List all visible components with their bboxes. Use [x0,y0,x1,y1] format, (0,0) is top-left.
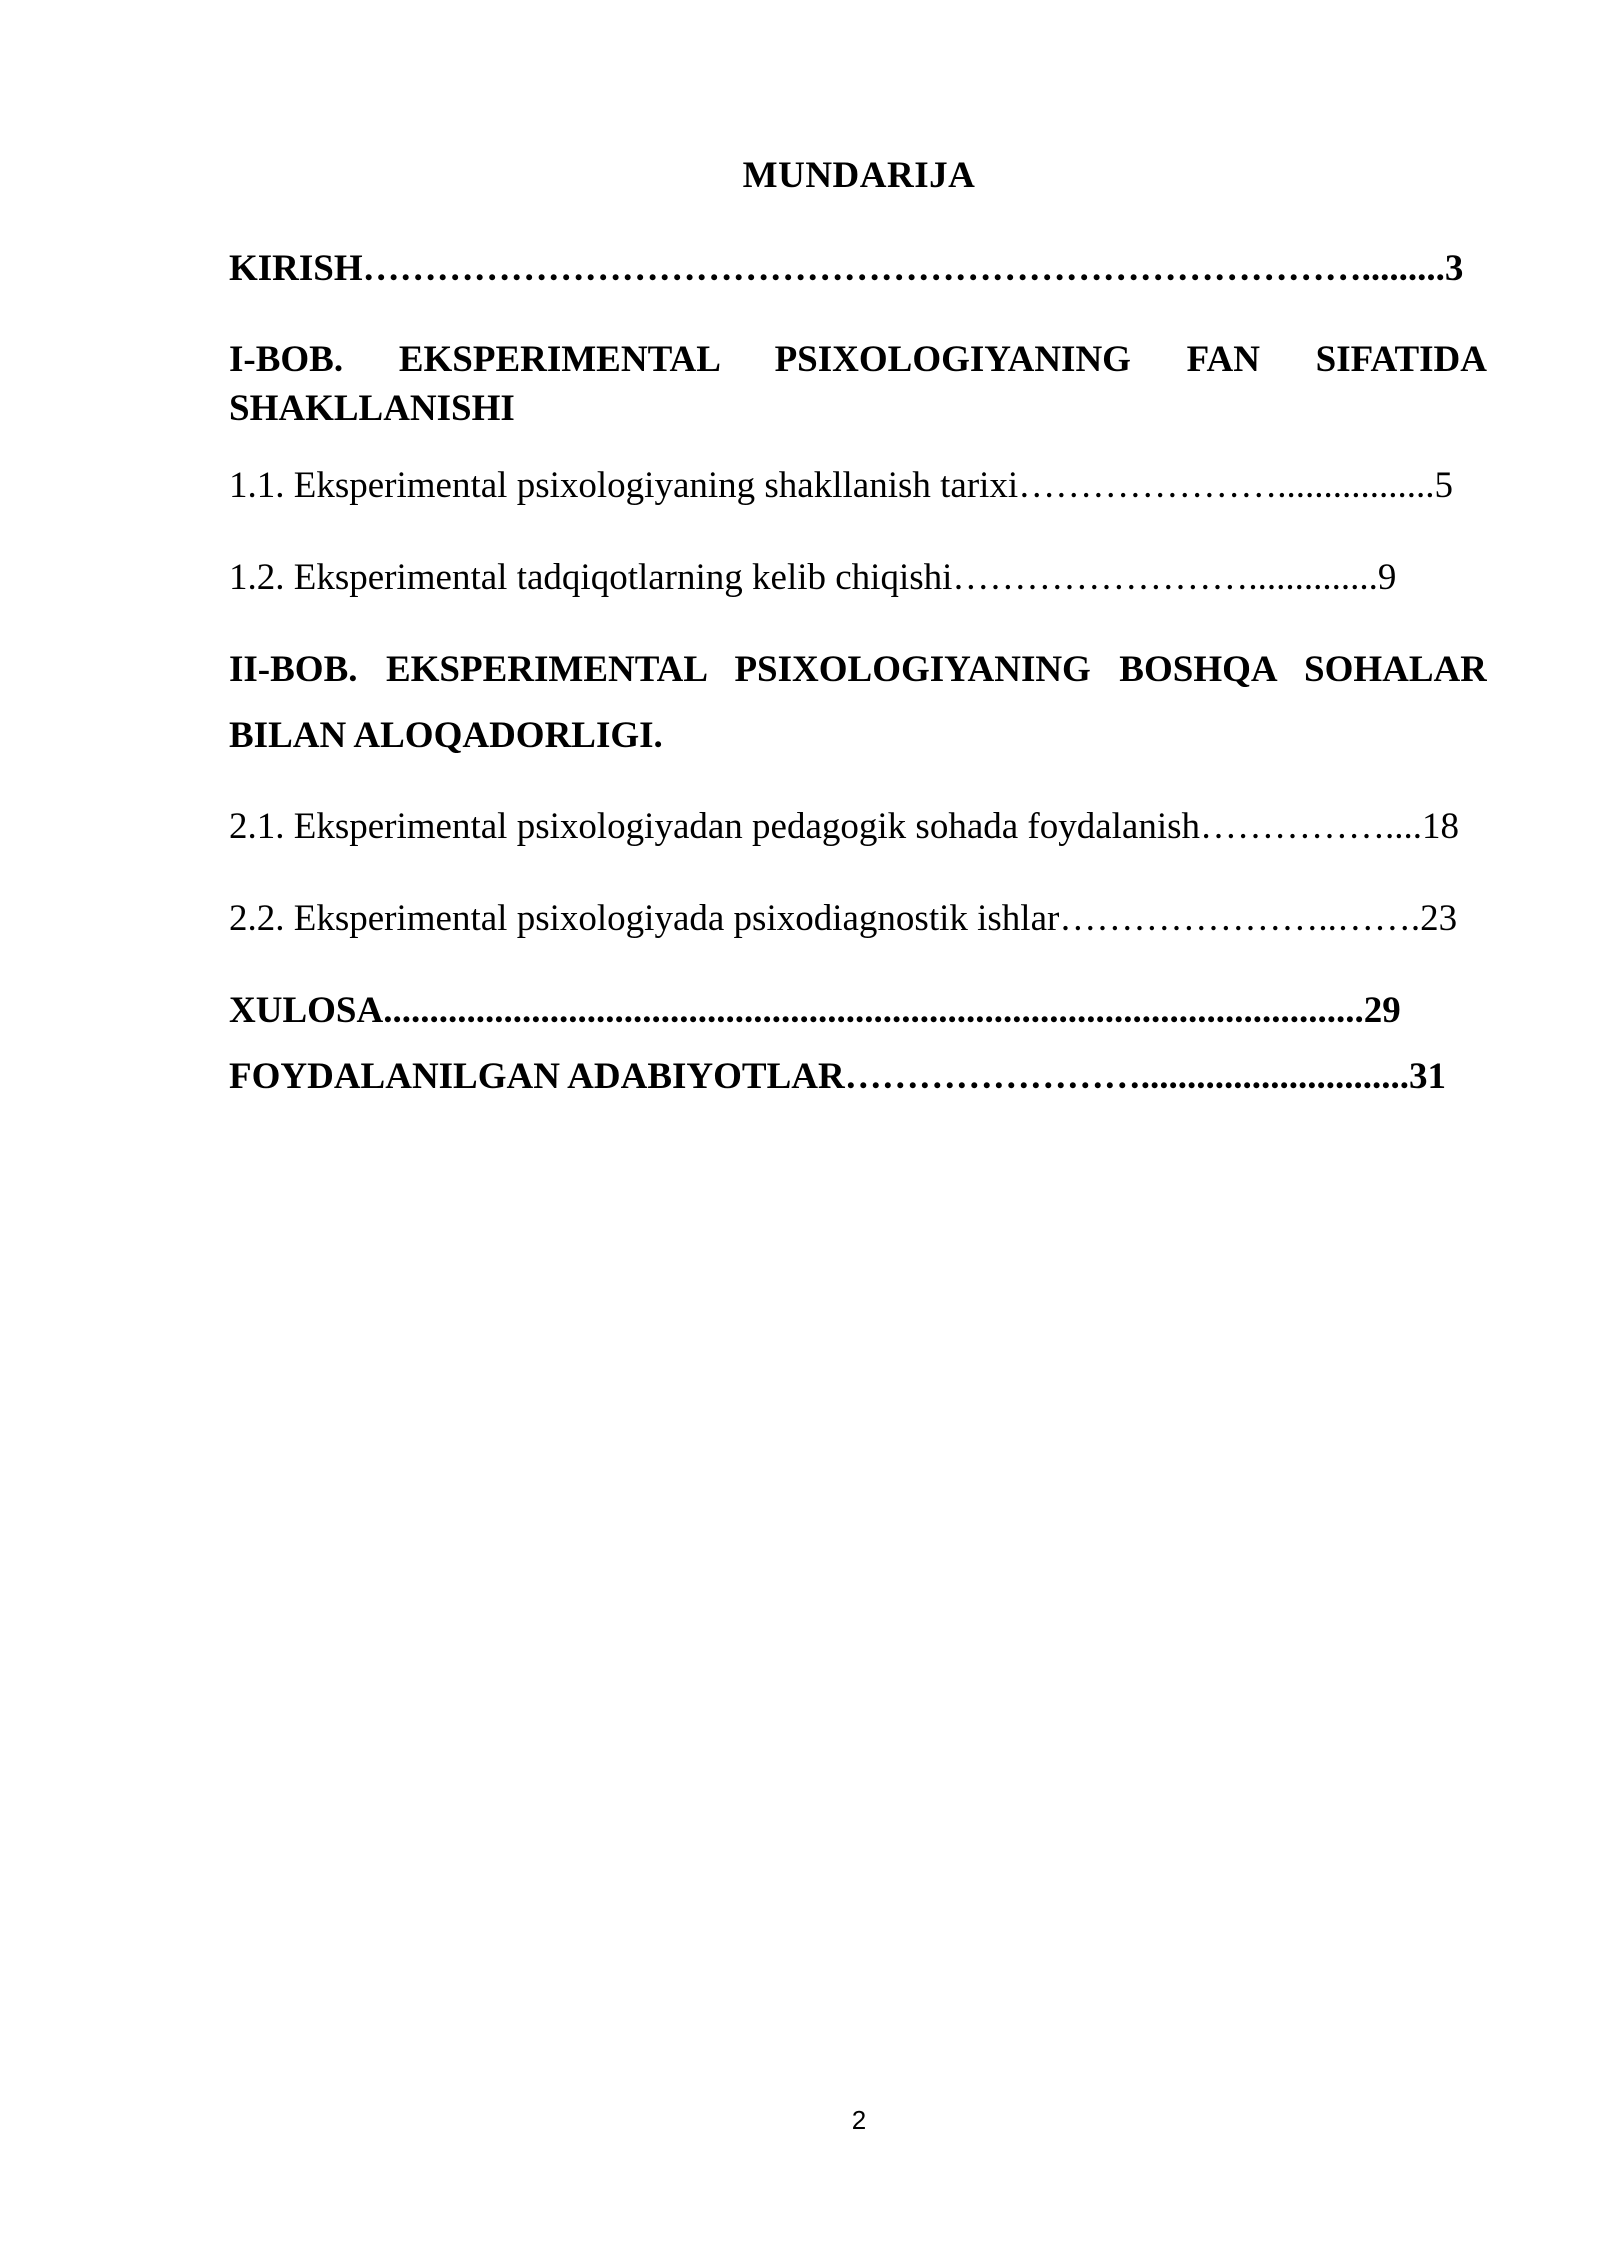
toc-entry-xulosa: XULOSA..........................................................................................................29 [229,990,1401,1031]
page-title: MUNDARIJA [742,155,976,196]
toc-entry-kirish: KIRISH……………………………………………………………………….........3 [229,248,1464,289]
toc-entry-2-1: 2.1. Eksperimental psixologiyadan pedagogik sohada foydalanish……………....18 [229,806,1460,847]
toc-chapter-2-heading-line-1: II-BOB. EKSPERIMENTAL PSIXOLOGIYANING BOSHQA SOHALAR [229,649,1487,690]
toc-entry-1-1: 1.1. Eksperimental psixologiyaning shakllanish tarixi………………….................5 [229,465,1453,506]
toc-entry-1-2: 1.2. Eksperimental tadqiqotlarning kelib chiqishi……………………..............9 [229,557,1397,598]
toc-entry-adabiyotlar: FOYDALANILGAN ADABIYOTLAR…………………….............................31 [229,1056,1446,1097]
page-number: 2 [851,2105,867,2135]
toc-chapter-1-heading-line-2: SHAKLLANISHI [229,388,515,429]
toc-entry-2-2: 2.2. Eksperimental psixologiyada psixodiagnostik ishlar…………………..…….23 [229,898,1458,939]
toc-chapter-2-heading-line-2: BILAN ALOQADORLIGI. [229,715,663,756]
toc-chapter-1-heading-line-1: I-BOB. EKSPERIMENTAL PSIXOLOGIYANING FAN SIFATIDA [229,339,1487,380]
